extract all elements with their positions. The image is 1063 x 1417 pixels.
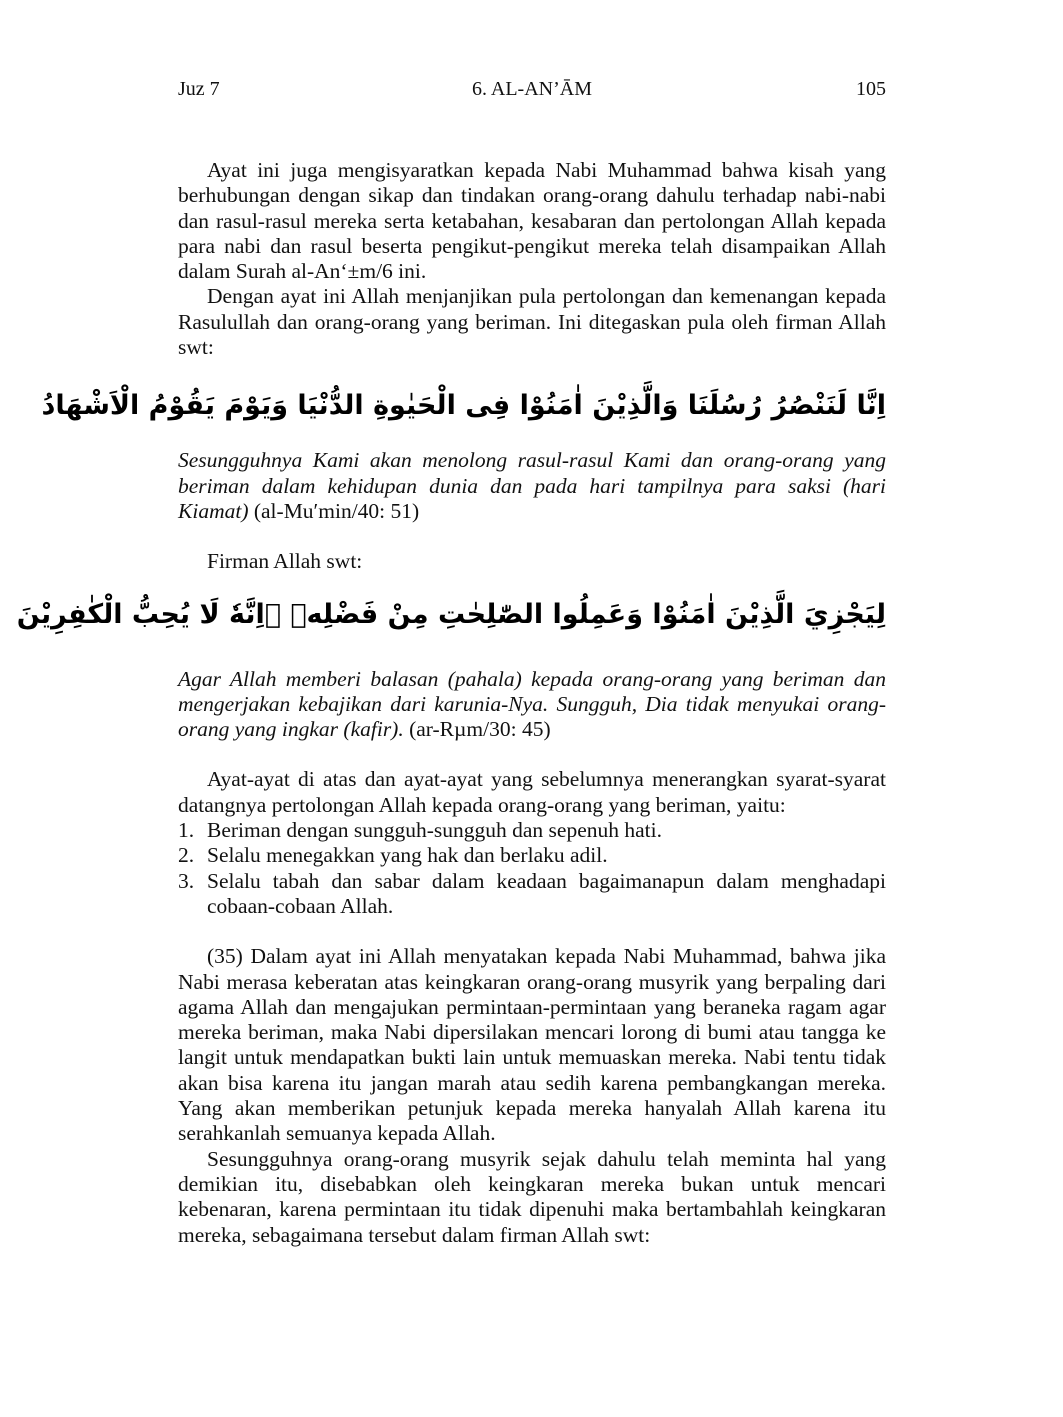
translation-2	[178, 667, 886, 743]
firman-label: Firman Allah swt:	[207, 549, 363, 574]
list-item-number: 2.	[178, 843, 195, 868]
paragraph-2: Dengan ayat ini Allah menjanjikan pula pertolongan dan kemenangan kepada Rasulullah dan orang-orang yang beriman. Ini ditegaskan pula oleh firman Allah swt:	[178, 284, 886, 360]
translation-1	[178, 448, 886, 524]
paragraph-4: (35) Dalam ayat ini Allah menyatakan kepada Nabi Muhammad, bahwa jika Nabi merasa keberatan atas keingkaran orang-orang musyrik yang berpaling dari agama Allah dan mengajukan permintaan-permintaan yang beraneka ragam agar mereka beriman, maka Nabi dipersilakan mencari lorong di bumi atau tangga ke langit untuk mendapatkan bukti lain untuk memuaskan mereka. Nabi tentu tidak akan bisa karena itu jangan marah atau sedih karena pembangkangan mereka. Yang akan memberikan petunjuk kepada mereka hanyalah Allah karena itu serahkanlah semuanya kepada Allah.	[178, 944, 886, 1146]
arabic-verse-1: اِنَّا لَنَنْصُرُ رُسُلَنَا وَالَّذِيْنَ اٰمَنُوْا فِى الْحَيٰوةِ الدُّنْيَا وَيَوْمَ يَقُوْمُ الْاَشْهَادُ	[41, 390, 886, 422]
list-item	[178, 843, 886, 868]
list-item-number: 3.	[178, 868, 195, 893]
page-number: 105	[856, 78, 886, 100]
list-item	[178, 818, 886, 843]
arabic-verse-2: لِيَجْزِيَ الَّذِيْنَ اٰمَنُوْا وَعَمِلُوا الصّٰلِحٰتِ مِنْ فَضْلِهٖ ۗاِنَّهٗ لَا يُحِبُّ الْكٰفِرِيْنَ	[16, 598, 886, 630]
paragraph-3: Ayat-ayat di atas dan ayat-ayat yang sebelumnya menerangkan syarat-syarat datangnya pertolongan Allah kepada orang-orang yang beriman, yaitu:	[178, 767, 886, 817]
paragraph-1: Ayat ini juga mengisyaratkan kepada Nabi Muhammad bahwa kisah yang berhubungan dengan sikap dan tindakan orang-orang dahulu terhadap nabi-nabi dan rasul-rasul mereka serta ketabahan, kesabaran dan pertolongan Allah kepada para nabi dan rasul beserta pengikut-pengikut mereka telah disampaikan Allah dalam Surah al-An‘±m/6 ini.	[178, 158, 886, 284]
paragraph-5: Sesungguhnya orang-orang musyrik sejak dahulu telah meminta hal yang demikian itu, disebabkan oleh keingkaran mereka bukan untuk mencari kebenaran, karena permintaan itu tidak dipenuhi maka bertambahlah keingkaran mereka, sebagaimana tersebut dalam firman Allah swt:	[178, 1146, 886, 1247]
list-item-text: Beriman dengan sungguh-sungguh dan sepenuh hati.	[207, 818, 662, 843]
list-item	[178, 869, 886, 920]
translation-1-text: Sesungguhnya Kami akan menolong rasul-rasul Kami dan orang-orang yang beriman dalam kehidupan dunia dan pada hari tampilnya para saksi (hari Kiamat)	[178, 448, 886, 523]
translation-1-reference: (al-Mu′min/40: 51)	[248, 498, 420, 523]
juz-label: Juz 7	[178, 78, 220, 100]
translation-2-reference: (ar-Rµm/30: 45)	[403, 717, 551, 742]
surah-title: 6. AL-AN’ĀM	[472, 78, 592, 100]
translation-2-text: Agar Allah memberi balasan (pahala) kepada orang-orang yang beriman dan mengerjakan kebajikan dari karunia-Nya. Sungguh, Dia tidak menyukai orang-orang yang ingkar (kafir).	[178, 666, 886, 742]
list-item-number: 1.	[178, 818, 195, 843]
list-item-text: Selalu menegakkan yang hak dan berlaku adil.	[207, 843, 608, 868]
list-item-text: Selalu tabah dan sabar dalam keadaan bagaimanapun dalam menghadapi cobaan-cobaan Allah.	[207, 868, 886, 918]
page-body	[16, 158, 886, 1248]
conditions-list	[178, 818, 886, 919]
page-header	[178, 76, 886, 102]
